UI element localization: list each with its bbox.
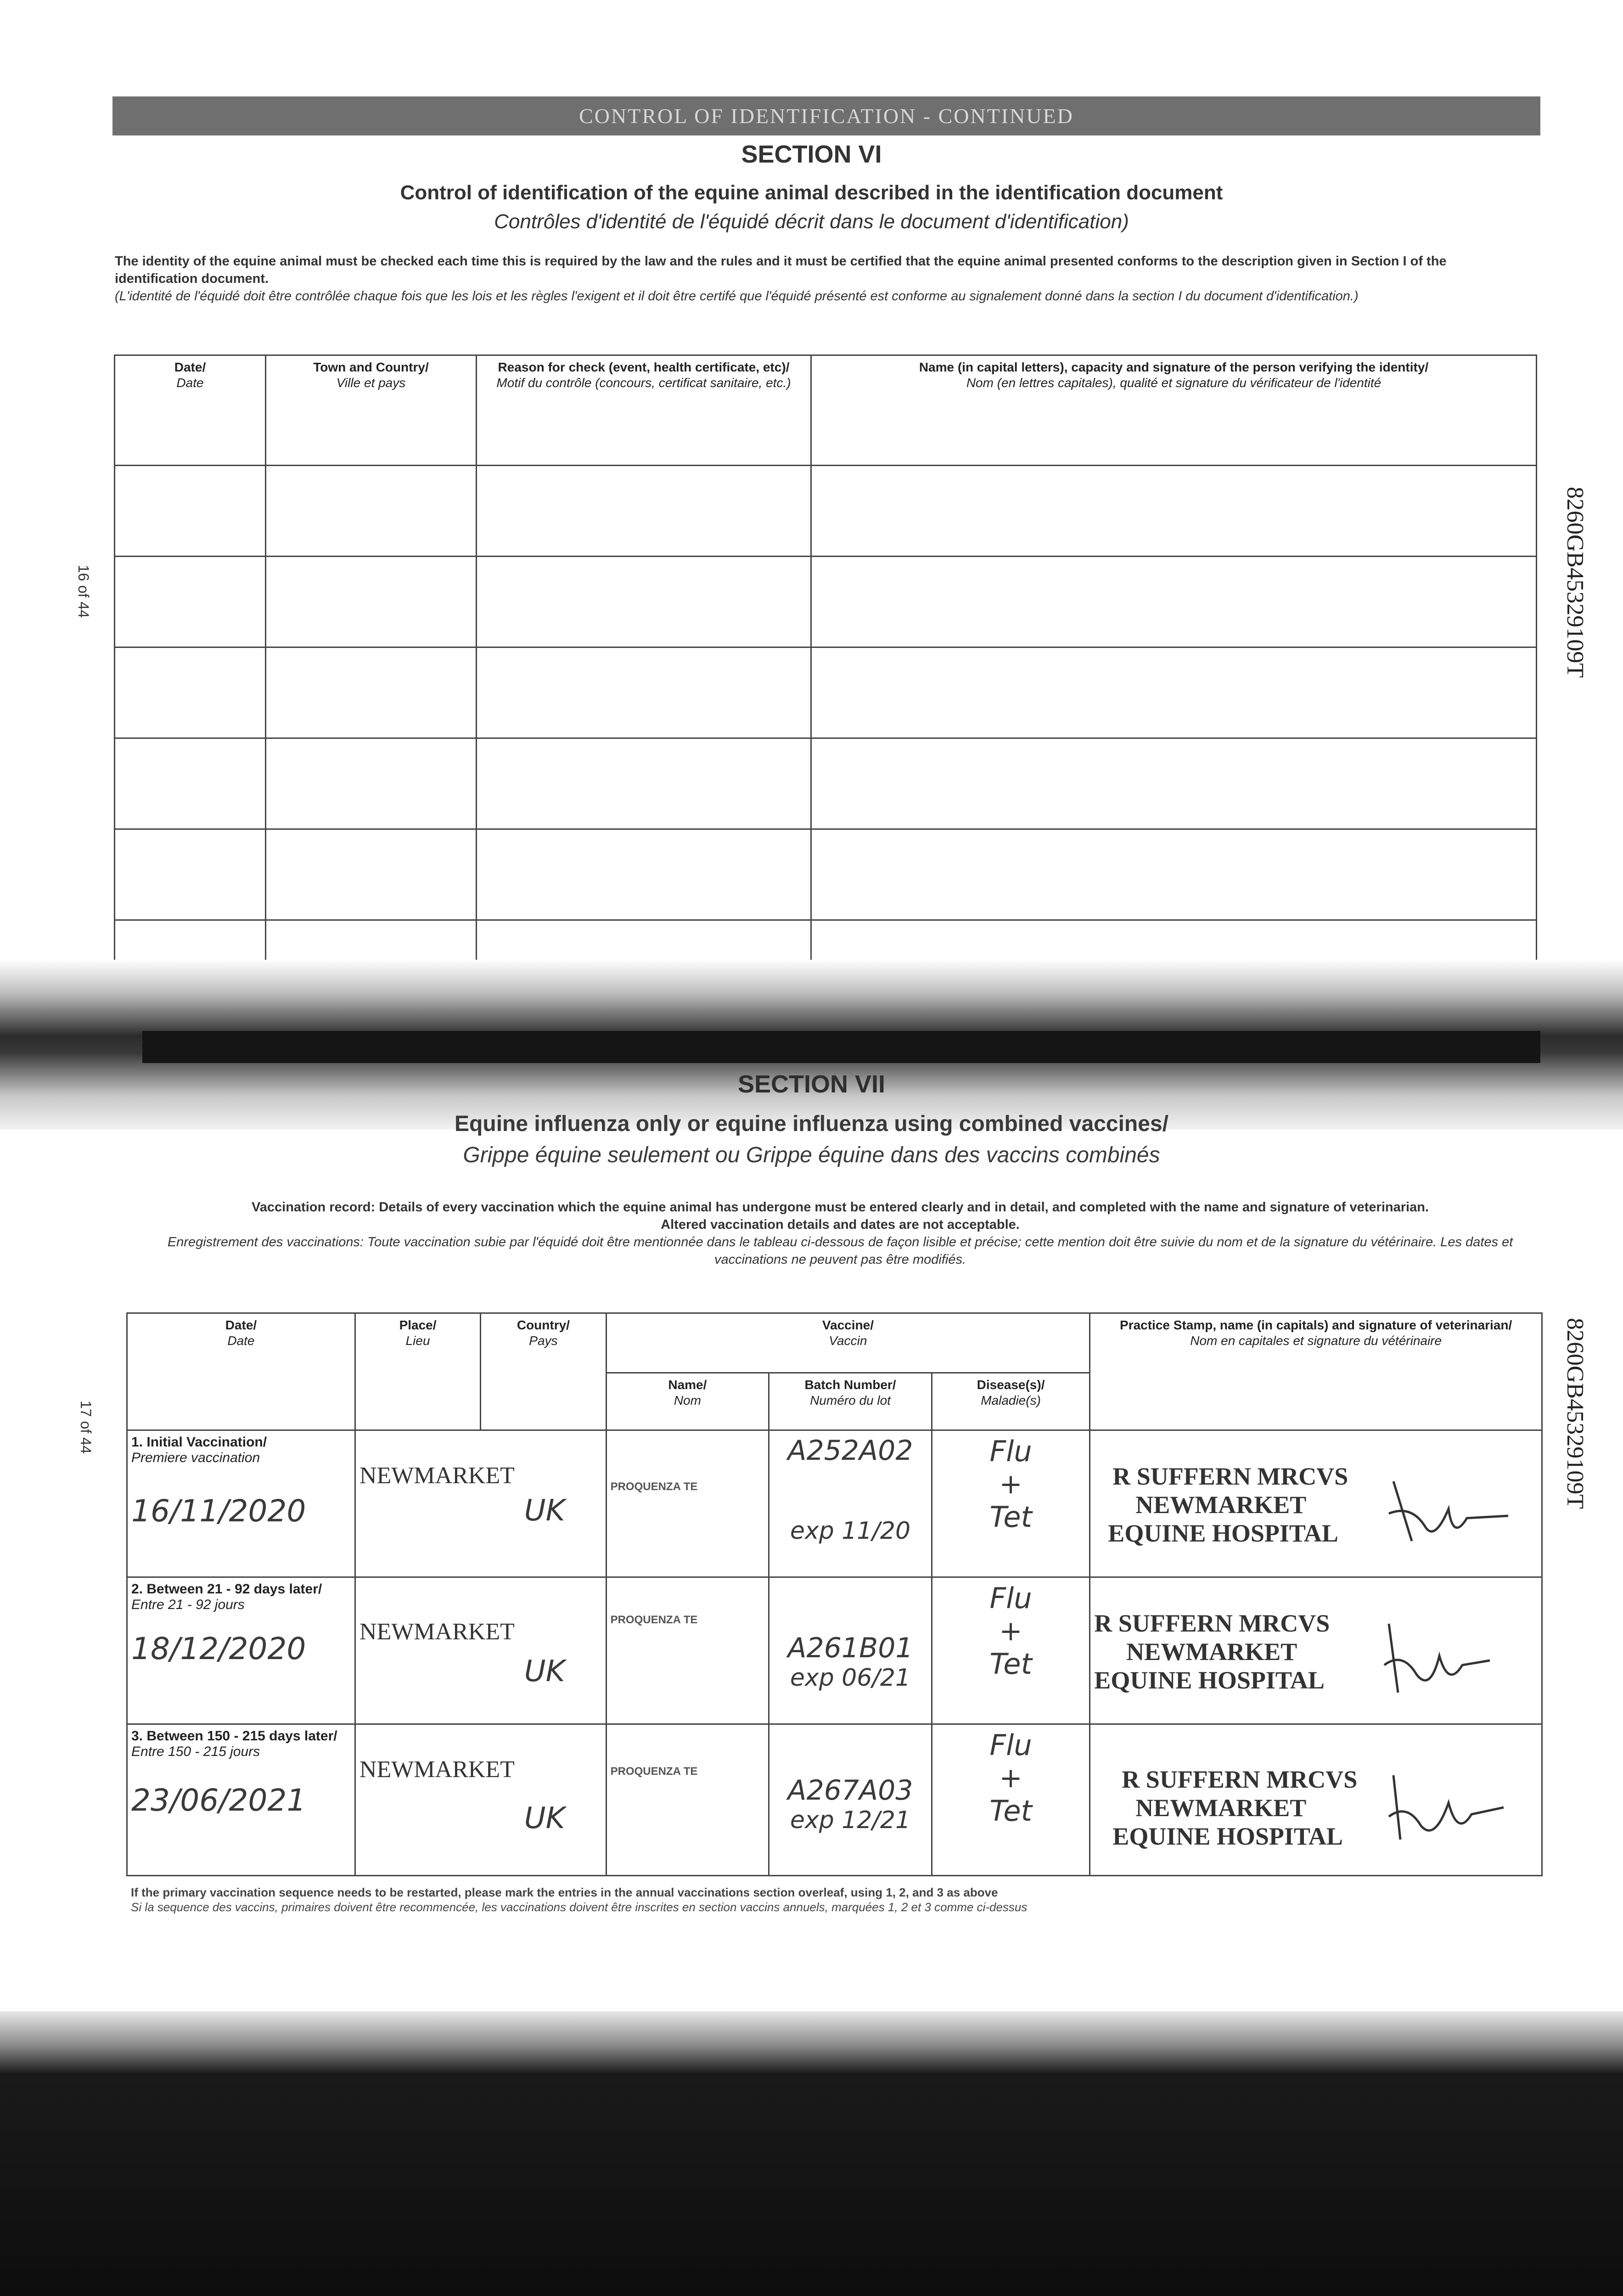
page-number-16: 16 of 44 <box>75 565 92 618</box>
vac-row-2-expiry: exp 06/21 <box>790 1664 911 1692</box>
vac-row-3-stamp-2: NEWMARKET <box>1135 1794 1307 1822</box>
vac-row-1-disease-2: + <box>999 1468 1022 1500</box>
vac-row-3-date-cell <box>127 1724 355 1876</box>
vac-col-date-en: Date/ <box>225 1318 257 1332</box>
section-7-title: SECTION VII <box>737 1070 886 1098</box>
vac-row-3-disease-3: Tet <box>989 1794 1032 1828</box>
vac-col-stamp-fr: Nom en capitales et signature du vétérinaire <box>1190 1334 1442 1348</box>
vaccination-table <box>126 1312 1543 1876</box>
vac-row-1-stamp-2: NEWMARKET <box>1135 1491 1307 1519</box>
vac-col-vaccine-fr: Vaccin <box>829 1334 867 1348</box>
vac-row-1-date: 16/11/2020 <box>131 1493 306 1529</box>
vac-col-date-fr: Date <box>227 1334 255 1348</box>
section-7-intro-fr: Enregistrement des vaccinations: Toute vaccination subie par l'équidé doit être mentionnée dans le tableau ci-dessous de façon lisible et précise; cette mention doit être suivie du nom et de la signature du vétérinaire. Les dates et vaccinations ne peuvent pas être modifiés. <box>167 1235 1513 1267</box>
vac-row-2-country: UK <box>524 1654 565 1688</box>
vac-row-2-disease-cell <box>932 1577 1089 1724</box>
vac-col-batch-en: Batch Number/ <box>804 1378 896 1392</box>
id-col-reason-fr: Motif du contrôle (concours, certificat sanitaire, etc.) <box>496 376 791 390</box>
section-7-banner-bar <box>142 1031 1540 1063</box>
vac-row-3-place: NEWMARKET <box>359 1756 515 1783</box>
vac-row-3-date: 23/06/2021 <box>131 1783 306 1818</box>
vac-col-place-en: Place/ <box>399 1318 437 1332</box>
vac-row-2-date: 18/12/2020 <box>131 1631 306 1666</box>
vac-col-vaccine-en: Vaccine/ <box>822 1318 874 1332</box>
vaccination-footnote-en: If the primary vaccination sequence needs to be restarted, please mark the entries in the annual vaccinations section overleaf, using 1, 2, and 3 as above <box>131 1885 998 1899</box>
section-6-subtitle-fr: Contrôles d'identité de l'équidé décrit dans le document d'identification) <box>494 210 1129 233</box>
vac-row-2-disease-3: Tet <box>989 1647 1032 1681</box>
vac-col-batch <box>769 1373 932 1430</box>
vac-row-1-name-cell <box>606 1430 769 1577</box>
vac-row-1-label-fr: Premiere vaccination <box>131 1450 260 1465</box>
vac-row-3-stamp-cell <box>1090 1724 1542 1876</box>
vac-row-1-disease-3: Tet <box>989 1500 1032 1534</box>
id-row <box>115 466 1537 557</box>
vac-row-3-stamp-3: EQUINE HOSPITAL <box>1112 1823 1343 1850</box>
id-col-reason <box>477 355 811 466</box>
section-6-intro <box>115 253 1520 305</box>
vac-col-disease-en: Disease(s)/ <box>977 1378 1045 1392</box>
section-7-intro-en-1: Vaccination record: Details of every vaccination which the equine animal has undergone must be entered clearly and in detail, and completed with the name and signature of veterinarian. <box>252 1200 1429 1215</box>
vac-col-name-en: Name/ <box>668 1378 707 1392</box>
vaccination-row-2 <box>127 1577 1542 1724</box>
vac-col-batch-fr: Numéro du lot <box>810 1393 891 1407</box>
vac-col-stamp <box>1090 1313 1542 1430</box>
vac-row-2-disease-1: Flu <box>989 1581 1032 1615</box>
id-row <box>115 557 1537 647</box>
vac-row-2-label: 2. Between 21 - 92 days later/ <box>131 1581 322 1597</box>
vac-col-name <box>606 1373 769 1430</box>
id-col-date-fr: Date <box>176 376 204 390</box>
identity-check-table <box>114 355 1537 980</box>
id-col-town-fr: Ville et pays <box>336 376 406 390</box>
id-col-reason-en: Reason for check (event, health certificate, etc)/ <box>498 360 790 374</box>
section-7-subtitle-fr: Grippe équine seulement ou Grippe équine dans des vaccins combinés <box>463 1143 1160 1167</box>
vac-row-3-expiry: exp 12/21 <box>790 1806 911 1834</box>
vac-row-1-place-cell <box>355 1430 606 1577</box>
vaccination-row-1 <box>127 1430 1542 1577</box>
id-row <box>115 647 1537 738</box>
vac-row-3-place-cell <box>355 1724 606 1876</box>
vac-row-3-vaccine-name: PROQUENZA TE <box>610 1765 698 1778</box>
id-col-verifier-en: Name (in capital letters), capacity and signature of the person verifying the identity/ <box>919 360 1429 374</box>
id-col-verifier-fr: Nom (en lettres capitales), qualité et signature du vérificateur de l'identité <box>966 376 1382 390</box>
vac-row-1-batch-cell <box>769 1430 932 1577</box>
vet-signature-3 <box>1380 1761 1508 1849</box>
section-7-intro-en-2: Altered vaccination details and dates are not acceptable. <box>661 1217 1020 1232</box>
vac-row-1-vaccine-name: PROQUENZA TE <box>610 1480 698 1493</box>
vac-row-2-stamp-3: EQUINE HOSPITAL <box>1094 1666 1325 1694</box>
vac-col-country-en: Country/ <box>517 1318 570 1332</box>
section-6-intro-fr: (L'identité de l'équidé doit être contrôlée chaque fois que les lois et les règles l'exigent et il doit être certifé que l'équidé présenté est conforme au signalement donné dans la section I du document d'identification.) <box>115 289 1359 304</box>
vaccination-footnote-fr: Si la sequence des vaccins, primaires doivent être recommencée, les vaccinations doivent être inscrites en section vaccins annuels, marquées 1, 2 et 3 comme ci-dessus <box>131 1900 1028 1914</box>
vac-row-2-date-cell <box>127 1577 355 1724</box>
vac-col-place <box>355 1313 480 1430</box>
scan-bottom-shadow <box>0 2011 1623 2296</box>
id-col-verifier <box>811 355 1537 466</box>
side-code-top: 8260GB45329109T <box>1562 487 1588 678</box>
vac-row-3-label: 3. Between 150 - 215 days later/ <box>131 1728 337 1744</box>
vac-row-2-batch-cell <box>769 1577 932 1724</box>
vac-row-1-disease-1: Flu <box>989 1435 1032 1468</box>
vac-col-place-fr: Lieu <box>405 1334 430 1348</box>
side-code-bottom: 8260GB45329109T <box>1562 1318 1588 1509</box>
vac-col-vaccine <box>606 1313 1090 1373</box>
vac-col-date <box>127 1313 355 1430</box>
vac-row-2-batch: A261B01 <box>787 1632 913 1664</box>
section-6-intro-en: The identity of the equine animal must be checked each time this is required by the law and the rules and it must be certified that the equine animal presented conforms to the description given in Section I of the identification document. <box>115 254 1447 286</box>
vaccination-row-3 <box>127 1724 1542 1876</box>
vac-row-2-name-cell <box>606 1577 769 1724</box>
vac-row-1-stamp-1: R SUFFERN MRCVS <box>1112 1463 1348 1490</box>
page-number-17: 17 of 44 <box>78 1401 94 1454</box>
vaccination-footnote <box>131 1885 1536 1914</box>
vac-row-1-date-cell <box>127 1430 355 1577</box>
vac-row-1-disease-cell <box>932 1430 1089 1577</box>
vac-row-1-label: 1. Initial Vaccination/ <box>131 1435 267 1450</box>
id-row <box>115 829 1537 920</box>
section-banner: CONTROL OF IDENTIFICATION - CONTINUED <box>112 96 1540 135</box>
vac-row-2-place: NEWMARKET <box>359 1619 515 1645</box>
vac-row-1-country: UK <box>524 1494 565 1528</box>
vac-row-3-disease-2: + <box>999 1762 1022 1794</box>
vac-row-2-vaccine-name: PROQUENZA TE <box>610 1614 698 1626</box>
vac-col-disease <box>932 1373 1089 1430</box>
vac-row-3-label-fr: Entre 150 - 215 jours <box>131 1744 260 1759</box>
vac-col-name-fr: Nom <box>674 1393 701 1407</box>
vac-row-3-name-cell <box>606 1724 769 1876</box>
vac-row-3-disease-1: Flu <box>989 1728 1032 1762</box>
vac-row-1-stamp-3: EQUINE HOSPITAL <box>1108 1519 1338 1547</box>
vac-row-1-expiry: exp 11/20 <box>790 1517 911 1545</box>
id-col-date-en: Date/ <box>174 360 206 374</box>
vac-row-2-stamp-1: R SUFFERN MRCVS <box>1094 1609 1330 1637</box>
id-col-date <box>115 355 266 466</box>
vet-signature-2 <box>1375 1615 1494 1702</box>
vac-row-3-batch: A267A03 <box>787 1774 913 1806</box>
vac-col-disease-fr: Maladie(s) <box>981 1393 1041 1407</box>
vac-row-3-disease-cell <box>932 1724 1089 1876</box>
vac-row-3-stamp-1: R SUFFERN MRCVS <box>1122 1766 1358 1793</box>
vac-col-country <box>481 1313 606 1430</box>
vac-col-stamp-en: Practice Stamp, name (in capitals) and signature of veterinarian/ <box>1120 1318 1512 1332</box>
section-7-subtitle-en: Equine influenza only or equine influenza using combined vaccines/ <box>455 1112 1168 1136</box>
id-col-town-en: Town and Country/ <box>313 360 429 374</box>
section-7-intro <box>133 1199 1547 1268</box>
vac-row-3-country: UK <box>524 1801 565 1835</box>
section-6-title: SECTION VI <box>741 141 882 168</box>
section-6-subtitle-en: Control of identification of the equine animal described in the identification document <box>400 181 1223 204</box>
vac-row-2-label-fr: Entre 21 - 92 jours <box>131 1597 245 1612</box>
vac-row-1-batch: A252A02 <box>787 1435 913 1467</box>
vac-row-3-batch-cell <box>769 1724 932 1876</box>
vac-row-2-stamp-cell <box>1090 1577 1542 1724</box>
vac-row-1-stamp-cell <box>1090 1430 1542 1577</box>
id-row <box>115 738 1537 829</box>
vac-row-1-place: NEWMARKET <box>359 1463 515 1489</box>
id-col-town <box>266 355 477 466</box>
vac-row-2-place-cell <box>355 1577 606 1724</box>
vet-signature-1 <box>1384 1472 1513 1550</box>
vac-row-2-disease-2: + <box>999 1615 1022 1647</box>
vac-col-country-fr: Pays <box>529 1334 558 1348</box>
vac-row-2-stamp-2: NEWMARKET <box>1126 1638 1297 1666</box>
